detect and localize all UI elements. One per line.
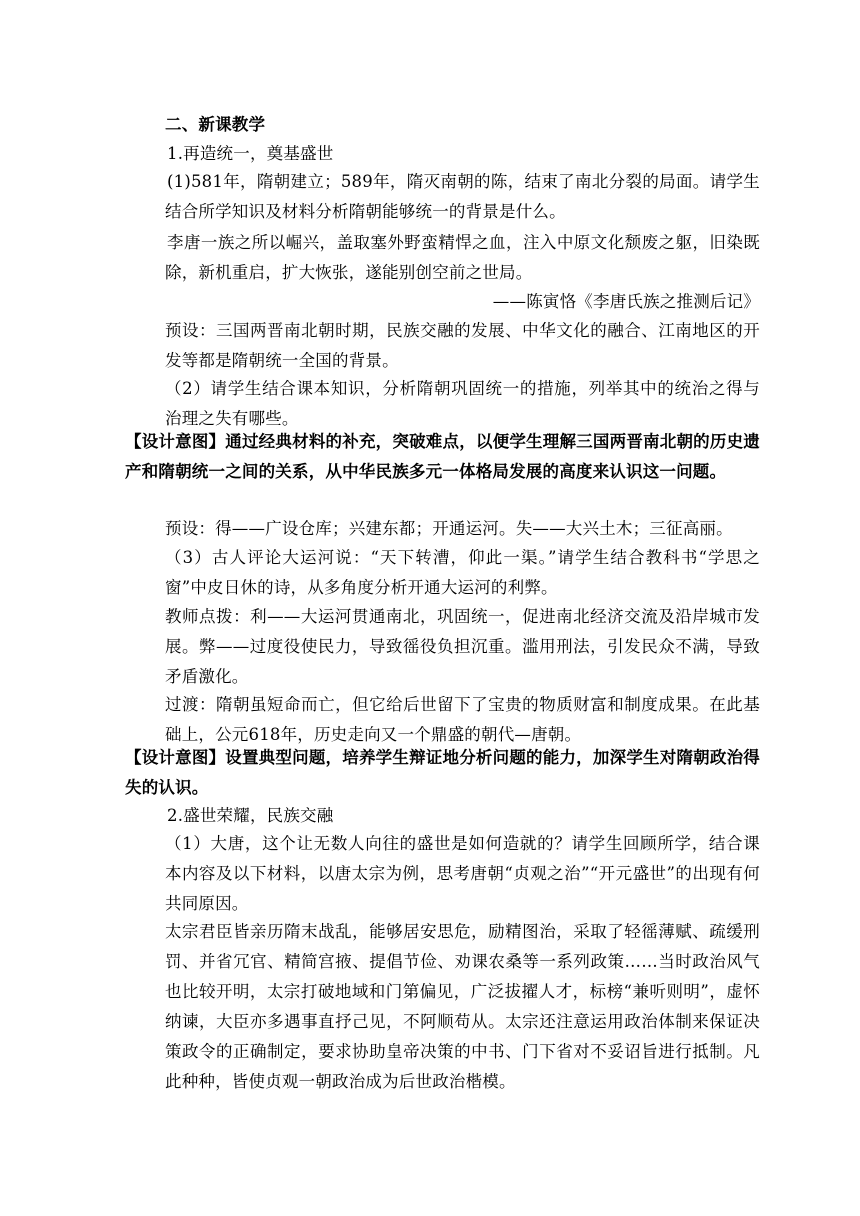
preset-answer-2: 预设：得——广设仓库；兴建东都；开通运河。失——大兴土木；三征高丽。 xyxy=(165,519,733,538)
teacher-guidance: 教师点拨：利——大运河贯通南北，巩固统一，促进南北经济交流及沿岸城市发展。弊——过度役使民力，导致徭役负担沉重。滥用刑法，引发民众不满，导致矛盾激化。 xyxy=(165,607,760,686)
chen-yinke-quote: 李唐一族之所以崛兴，盖取塞外野蛮精悍之血，注入中原文化颓废之躯，旧染既除，新机重启，扩大恢张，遂能别创空前之世局。 xyxy=(165,233,760,282)
section-2-question-1: （1）大唐，这个让无数人向往的盛世是如何造就的？请学生回顾所学，结合课本内容及以下材料，以唐太宗为例，思考唐朝“贞观之治”“开元盛世”的出现有何共同原因。 xyxy=(165,834,760,913)
section-1-question-1: (1)581年，隋朝建立；589年，隋灭南朝的陈，结束了南北分裂的局面。请学生结合所学知识及材料分析隋朝能够统一的背景是什么。 xyxy=(165,172,760,221)
design-intent-text: 设置典型问题，培养学生辩证地分析问题的能力，加深学生对隋朝政治得失的认识。 xyxy=(125,748,760,797)
design-intent-label: 【设计意图】 xyxy=(125,432,226,451)
quote-source: ——陈寅恪《李唐氏族之推测后记》 xyxy=(492,292,760,311)
section-1-question-2: （2）请学生结合课本知识，分析隋朝巩固统一的措施，列举其中的统治之得与治理之失有哪些。 xyxy=(165,379,760,428)
section-title: 二、新课教学 xyxy=(165,115,266,134)
preset-answer-1: 预设：三国两晋南北朝时期，民族交融的发展、中华文化的融合、江南地区的开发等都是隋朝统一全国的背景。 xyxy=(165,321,760,370)
section-1-question-3: （3）古人评论大运河说：“天下转漕，仰此一渠。”请学生结合教科书“学思之窗”中皮日休的诗，从多角度分析开通大运河的利弊。 xyxy=(165,548,760,597)
design-intent-2 xyxy=(125,743,760,803)
transition-text: 过渡：隋朝虽短命而亡，但它给后世留下了宝贵的物质财富和制度成果。在此基础上，公元618年，历史走向又一个鼎盛的朝代—唐朝。 xyxy=(165,695,760,744)
section-2-title: 2.盛世荣耀，民族交融 xyxy=(167,806,334,825)
design-intent-text: 通过经典材料的补充，突破难点，以便学生理解三国两晋南北朝的历史遗产和隋朝统一之间的关系，从中华民族多元一体格局发展的高度来认识这一问题。 xyxy=(125,432,760,481)
design-intent-1 xyxy=(125,427,760,487)
taizong-quote: 太宗君臣皆亲历隋末战乱，能够居安思危，励精图治，采取了轻徭薄赋、疏缓刑罚、并省冗官、精简宫掖、提倡节俭、劝课农桑等一系列政策……当时政治风气也比较开明，太宗打破地域和门第偏见，广泛拔擢人才，标榜“兼听则明”，虚怀纳谏，大臣亦多遇事直抒己见，不阿顺苟从。太宗还注意运用政治体制来保证决策政令的正确制定，要求协助皇帝决策的中书、门下省对不妥诏旨进行抵制。凡此种种，皆使贞观一朝政治成为后世政治楷模。 xyxy=(165,922,760,1091)
section-1-title: 1.再造统一，奠基盛世 xyxy=(167,144,334,163)
design-intent-label: 【设计意图】 xyxy=(125,748,226,767)
